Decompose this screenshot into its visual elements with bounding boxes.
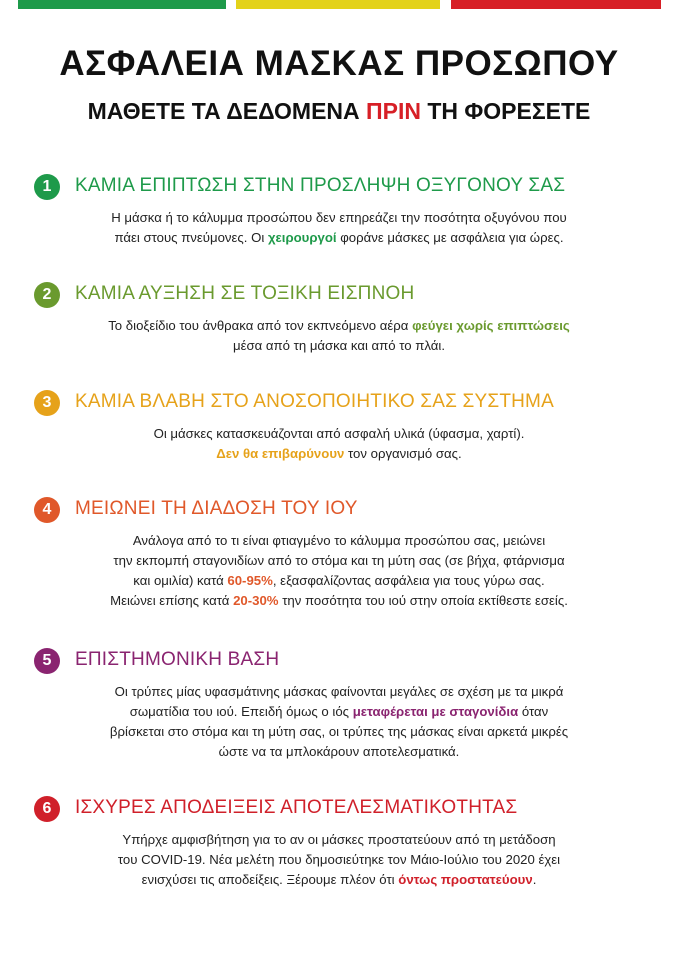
highlight-text: 20-30% [233,593,279,608]
section-heading: ΚΑΜΙΑ ΒΛΑΒΗ ΣΤΟ ΑΝΟΣΟΠΟΙΗΤΙΚΟ ΣΑΣ ΣΥΣΤΗΜΑ [75,391,554,412]
page-subtitle [0,98,678,125]
section-text [0,682,678,762]
text-line: Οι τρύπες μίας υφασμάτινης μάσκας φαίνονται μεγάλες σε σχέση με τα μικρά [114,684,564,699]
text-line: Το διοξείδιο του άνθρακα από τον εκπνεόμενο αέρα φεύγει χωρίς επιπτώσεις [108,318,570,333]
section-number-badge: 5 [34,648,60,674]
section-heading: ΕΠΙΣΤΗΜΟΝΙΚΗ ΒΑΣΗ [75,649,280,670]
top-bar-yellow [236,0,440,9]
section-text [0,830,678,890]
highlight-text: όντως προστατεύουν [398,872,533,887]
text-line: του COVID-19. Νέα μελέτη που δημοσιεύτηκε τον Μάιο-Ιούλιο του 2020 έχει [117,852,561,867]
text-line: σωματίδια του ιού. Επειδή όμως ο ιός μεταφέρεται με σταγονίδια όταν [129,704,549,719]
text-line: Υπήρχε αμφισβήτηση για το αν οι μάσκες προστατεύουν από τη μετάδοση [122,832,556,847]
text-line: μέσα από τη μάσκα και από το πλάι. [232,338,446,353]
text-line: και ομιλία) κατά 60-95%, εξασφαλίζοντας ασφάλεια για τους γύρω σας. [133,573,545,588]
text-line: βρίσκεται στο στόμα και τη μύτη σας, οι τρύπες της μάσκας είναι αρκετά μικρές [109,724,569,739]
section-heading: ΚΑΜΙΑ ΕΠΙΠΤΩΣΗ ΣΤΗΝ ΠΡΟΣΛΗΨΗ ΟΞΥΓΟΝΟΥ ΣΑΣ [75,175,566,196]
subtitle-post: ΤΗ ΦΟΡΕΣΕΤΕ [420,98,591,124]
highlight-text: μεταφέρεται με σταγονίδια [352,704,519,719]
section-heading: ΜΕΙΩΝΕΙ ΤΗ ΔΙΑΔΟΣΗ ΤΟΥ ΙΟΥ [75,498,358,519]
text-line: πάει στους πνεύμονες. Οι χειρουργοί φοράνε μάσκες με ασφάλεια για ώρες. [114,230,564,245]
section-text [0,208,678,248]
subtitle-highlight: ΠΡΙΝ [366,98,421,124]
section-text [0,531,678,611]
top-bar-green [18,0,226,9]
text-line: Ανάλογα από το τι είναι φτιαγμένο το κάλυμμα προσώπου σας, μειώνει [132,533,546,548]
section-heading: ΙΣΧΥΡΕΣ ΑΠΟΔΕΙΞΕΙΣ ΑΠΟΤΕΛΕΣΜΑΤΙΚΟΤΗΤΑΣ [75,797,518,818]
section-number-badge: 4 [34,497,60,523]
section-number-badge: 6 [34,796,60,822]
section-number-badge: 2 [34,282,60,308]
section-number-badge: 1 [34,174,60,200]
section-heading: ΚΑΜΙΑ ΑΥΞΗΣΗ ΣΕ ΤΟΞΙΚΗ ΕΙΣΠΝΟΗ [75,283,415,304]
highlight-text: Δεν θα επιβαρύνουν [216,446,345,461]
section-number-badge: 3 [34,390,60,416]
section-text [0,316,678,356]
text-line: ώστε να τα μπλοκάρουν αποτελεσματικά. [218,744,460,759]
text-line: Δεν θα επιβαρύνουν τον οργανισμό σας. [216,446,462,461]
text-line: ενισχύσει τις αποδείξεις. Ξέρουμε πλέον ότι όντως προστατεύουν. [141,872,537,887]
page-title: ΑΣΦΑΛΕΙΑ ΜΑΣΚΑΣ ΠΡΟΣΩΠΟΥ [59,44,619,83]
text-line: την εκπομπή σταγονιδίων από το στόμα και τη μύτη σας (σε βήχα, φτάρνισμα [113,553,565,568]
text-line: Μειώνει επίσης κατά 20-30% την ποσότητα του ιού στην οποία εκτίθεστε εσείς. [110,593,568,608]
text-line: Η μάσκα ή το κάλυμμα προσώπου δεν επηρεάζει την ποσότητα οξυγόνου που [111,210,567,225]
highlight-text: 60-95% [227,573,273,588]
text-line: Οι μάσκες κατασκευάζονται από ασφαλή υλικά (ύφασμα, χαρτί). [153,426,525,441]
highlight-text: χειρουργοί [267,230,337,245]
section-text [0,424,678,464]
top-bar-red [451,0,661,9]
subtitle-pre: ΜΑΘΕΤΕ ΤΑ ΔΕΔΟΜΕΝΑ [87,98,367,124]
highlight-text: φεύγει χωρίς επιπτώσεις [412,318,570,333]
